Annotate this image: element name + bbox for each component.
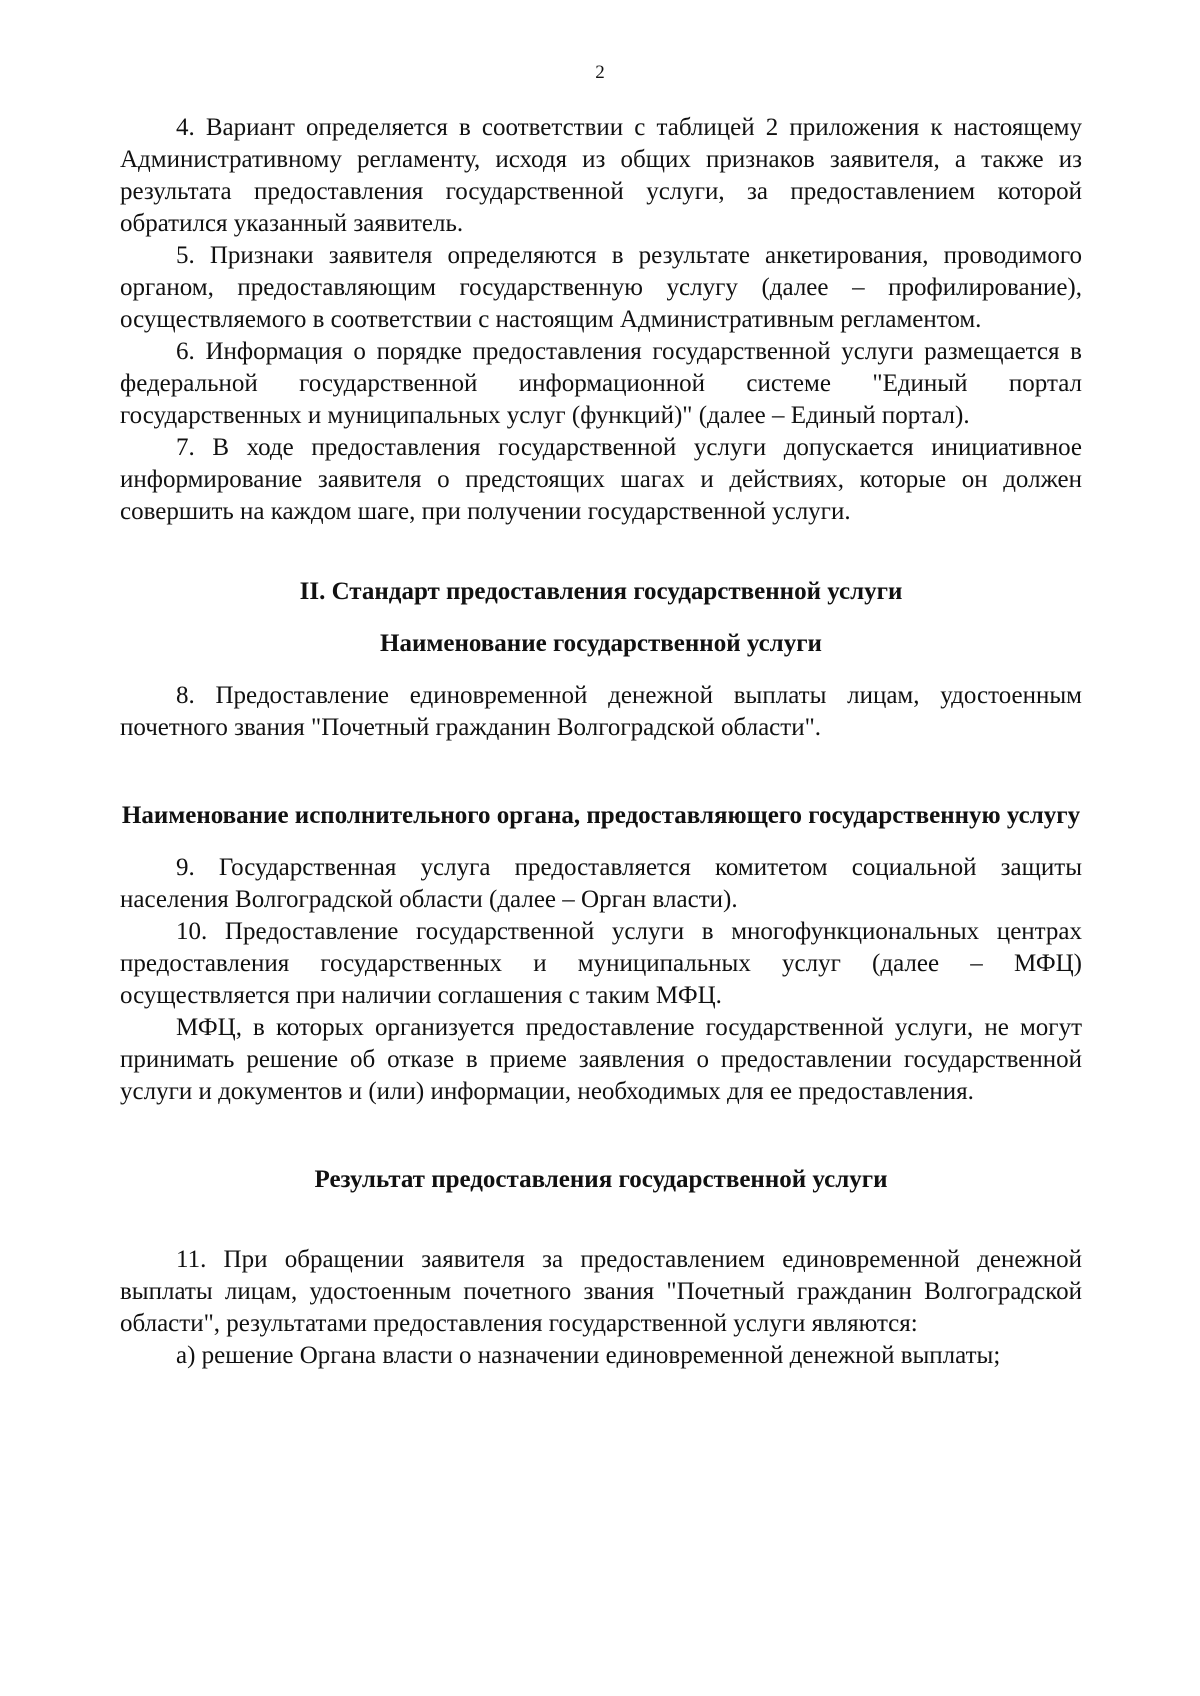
- list-item-a: а) решение Органа власти о назначении единовременной денежной выплаты;: [176, 1342, 1001, 1369]
- paragraph-8: 8. Предоставление единовременной денежной выплаты лицам, удостоенным почетного звания "Почетный гражданин Волгоградской области".: [120, 682, 1082, 741]
- paragraph-6: 6. Информация о порядке предоставления государственной услуги размещается в федеральной государственной информационной системе "Единый портал государственных и муниципальных услуг (функций)" (далее – Единый портал).: [120, 338, 1082, 429]
- paragraph-11: 11. При обращении заявителя за предоставлением единовременной денежной выплаты лицам, удостоенным почетного звания "Почетный гражданин Волгоградской области", результатами предоставления государственной услуги являются:: [120, 1246, 1082, 1337]
- service-result-heading: Результат предоставления государственной услуги: [314, 1166, 888, 1193]
- paragraph-9: 9. Государственная услуга предоставляется комитетом социальной защиты населения Волгоградской области (далее – Орган власти).: [120, 854, 1082, 913]
- service-name-heading: Наименование государственной услуги: [380, 630, 822, 657]
- paragraph-7: 7. В ходе предоставления государственной услуги допускается инициативное информирование заявителя о предстоящих шагах и действиях, которые он должен совершить на каждом шаге, при получении государственной услуги.: [120, 434, 1082, 525]
- paragraph-4: 4. Вариант определяется в соответствии с таблицей 2 приложения к настоящему Административному регламенту, исходя из общих признаков заявителя, а также из результата предоставления государственной услуги, за предоставлением которой обратился указанный заявитель.: [120, 114, 1082, 237]
- executive-body-heading: Наименование исполнительного органа, предоставляющего государственную услугу: [121, 802, 1081, 829]
- section-title: II. Стандарт предоставления государственной услуги: [299, 578, 903, 605]
- paragraph-10: 10. Предоставление государственной услуги в многофункциональных центрах предоставления государственных и муниципальных услуг (далее – МФЦ) осуществляется при наличии соглашения с таким МФЦ.: [120, 918, 1082, 1009]
- page-number: 2: [595, 62, 605, 83]
- paragraph-5: 5. Признаки заявителя определяются в результате анкетирования, проводимого органом, предоставляющим государственную услугу (далее – профилирование), осуществляемого в соответствии с настоящим Административным регламентом.: [120, 242, 1082, 333]
- paragraph-mfc: МФЦ, в которых организуется предоставление государственной услуги, не могут принимать решение об отказе в приеме заявления о предоставлении государственной услуги и документов и (или) информации, необходимых для ее предоставления.: [120, 1014, 1082, 1105]
- document-body: [120, 112, 1082, 1372]
